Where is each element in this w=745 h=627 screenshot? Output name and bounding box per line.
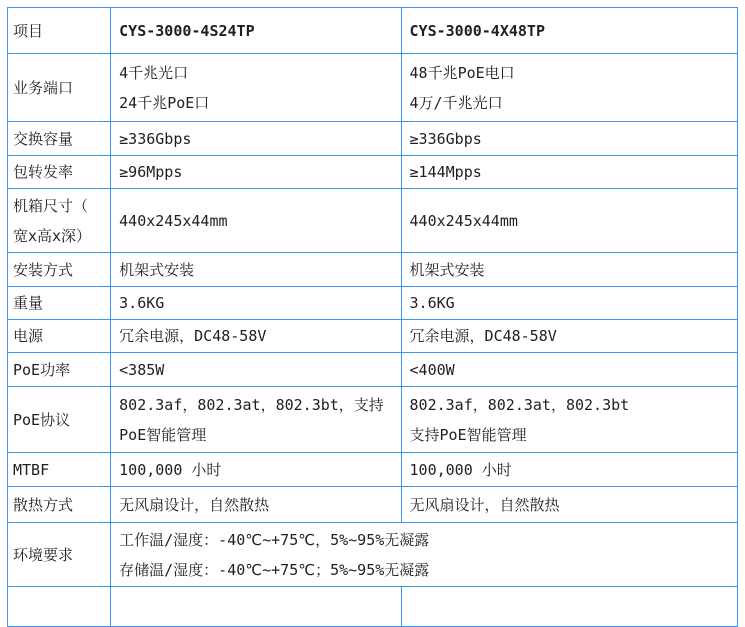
table-header-row [8, 8, 738, 54]
table-row-environment [8, 523, 738, 587]
spec-value: 24千兆PoE口 [119, 93, 210, 112]
spec-value: ≥336Gbps [409, 129, 482, 148]
spec-cell [111, 587, 401, 627]
spec-value: ≥336Gbps [119, 129, 192, 148]
spec-value: ≥144Mpps [409, 163, 482, 181]
header-model-b [401, 8, 737, 54]
spec-value: <385W [119, 360, 165, 379]
spec-cell [401, 487, 737, 523]
spec-value: 工作温/湿度：-40℃~+75℃，5%~95%无凝露 [119, 530, 430, 549]
row-label [8, 387, 111, 453]
spec-cell [111, 287, 401, 320]
header-item-label [8, 8, 111, 54]
spec-cell [111, 253, 401, 287]
spec-cell [111, 487, 401, 523]
spec-value: 440x245x44mm [409, 211, 518, 230]
spec-value: 802.3af，802.3at，802.3bt，支持 [119, 395, 384, 414]
row-label-text: PoE功率 [13, 360, 71, 379]
row-label [8, 287, 111, 320]
spec-value: 机架式安装 [409, 260, 485, 279]
spec-table [7, 7, 738, 627]
spec-value: 冗余电源，DC48-58V [409, 327, 557, 345]
row-label-text: 交换容量 [13, 129, 74, 148]
table-row-poe-power [8, 353, 738, 387]
row-label [8, 320, 111, 353]
spec-value: 支持PoE智能管理 [409, 425, 527, 444]
table-row-mtbf [8, 453, 738, 487]
row-label [8, 353, 111, 387]
spec-cell [401, 122, 737, 156]
row-label-text: 机箱尺寸（ [13, 196, 89, 215]
row-label-text: MTBF [13, 460, 50, 479]
spec-value: 440x245x44mm [119, 211, 228, 230]
spec-value: 4万/千兆光口 [409, 93, 503, 112]
spec-value: ≥96Mpps [119, 163, 183, 181]
table-row-cooling [8, 487, 738, 523]
spec-value: 802.3af，802.3at，802.3bt [409, 395, 630, 414]
table-row-cutoff [8, 587, 738, 627]
spec-value: 冗余电源，DC48-58V [119, 327, 267, 345]
spec-cell [401, 320, 737, 353]
spec-cell [111, 320, 401, 353]
table-row-dimensions [8, 189, 738, 253]
header-item-text: 项目 [13, 21, 44, 40]
row-label [8, 54, 111, 122]
row-label [8, 189, 111, 253]
table-row-forwarding [8, 156, 738, 189]
row-label-text: 业务端口 [13, 78, 74, 97]
spec-value: 48千兆PoE电口 [409, 63, 515, 82]
row-label-text: 宽x高x深） [13, 226, 92, 245]
table-row-capacity [8, 122, 738, 156]
row-label [8, 587, 111, 627]
spec-cell [111, 189, 401, 253]
spec-cell [401, 453, 737, 487]
spec-value: 3.6KG [409, 294, 455, 312]
row-label-text: 电源 [13, 327, 44, 345]
spec-cell [401, 253, 737, 287]
spec-value: PoE智能管理 [119, 425, 207, 444]
model-a-name: CYS-3000-4S24TP [119, 21, 255, 40]
row-label [8, 523, 111, 587]
row-label [8, 253, 111, 287]
model-b-name: CYS-3000-4X48TP [409, 21, 545, 40]
spec-value: 无风扇设计，自然散热 [409, 495, 560, 514]
row-label-text: 安装方式 [13, 260, 74, 279]
spec-cell [401, 587, 737, 627]
spec-value: 机架式安装 [119, 260, 195, 279]
row-label-text: 包转发率 [13, 163, 74, 181]
spec-cell [401, 353, 737, 387]
spec-cell-merged [111, 523, 738, 587]
spec-cell [111, 387, 401, 453]
spec-cell [111, 353, 401, 387]
row-label-text: PoE协议 [13, 410, 71, 429]
header-model-a [111, 8, 401, 54]
spec-cell [111, 453, 401, 487]
table-row-ports [8, 54, 738, 122]
row-label [8, 156, 111, 189]
spec-cell [401, 287, 737, 320]
spec-cell [401, 387, 737, 453]
row-label [8, 122, 111, 156]
row-label-text: 环境要求 [13, 545, 74, 564]
spec-value: 3.6KG [119, 294, 165, 312]
table-row-weight [8, 287, 738, 320]
spec-cell [111, 122, 401, 156]
spec-value: <400W [409, 360, 455, 379]
spec-cell [111, 54, 401, 122]
row-label [8, 487, 111, 523]
spec-value: 100,000 小时 [409, 460, 512, 479]
spec-cell [401, 54, 737, 122]
spec-cell [111, 156, 401, 189]
table-row-power-supply [8, 320, 738, 353]
spec-value: 无风扇设计，自然散热 [119, 495, 270, 514]
table-row-mounting [8, 253, 738, 287]
spec-value: 4千兆光口 [119, 63, 189, 82]
spec-value: 存储温/湿度：-40℃~+75℃；5%~95%无凝露 [119, 560, 430, 579]
spec-value: 100,000 小时 [119, 460, 222, 479]
table-row-poe-protocol [8, 387, 738, 453]
row-label-text: 散热方式 [13, 495, 74, 514]
spec-cell [401, 156, 737, 189]
spec-cell [401, 189, 737, 253]
row-label-text: 重量 [13, 294, 44, 312]
row-label [8, 453, 111, 487]
